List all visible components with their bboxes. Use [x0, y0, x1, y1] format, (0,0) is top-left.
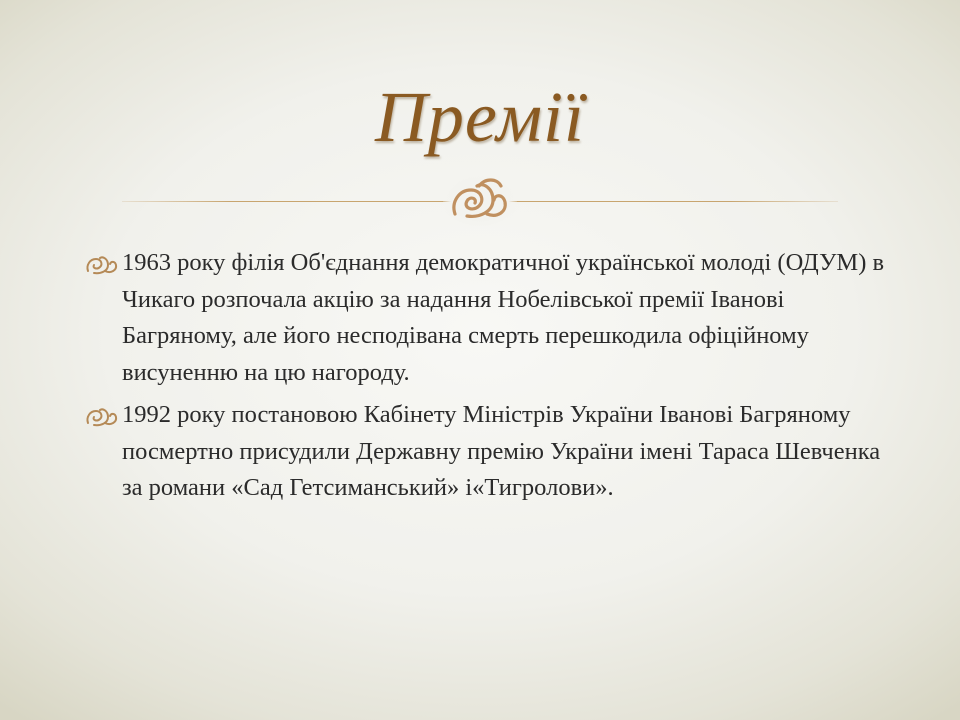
divider-ornament: [443, 174, 517, 226]
bullet-text: 1992 року постановою Кабінету Міністрів України Іванові Багряному посмертно присудили Державну премію України імені Тараса Шевченка за романи «Сад Гетсиманський» і«Тигролови».: [122, 401, 881, 501]
bullet-text: 1963 року філія Об'єднання демократичної української молоді (ОДУМ) в Чикаго розпочала акцію за надання Нобелівської премії Іванові Багряному, але його несподівана смерть перешкодила офіційному висуненню на цю нагороду.: [122, 249, 885, 386]
bullet-item: [85, 397, 885, 507]
bullet-list: [85, 245, 885, 513]
ornament-swirl-icon: [85, 405, 119, 427]
bullet-item: [85, 245, 885, 391]
ornament-swirl-icon: [85, 253, 119, 275]
ornament-swirl-icon: [449, 174, 511, 224]
slide-title: Премії: [374, 77, 586, 157]
